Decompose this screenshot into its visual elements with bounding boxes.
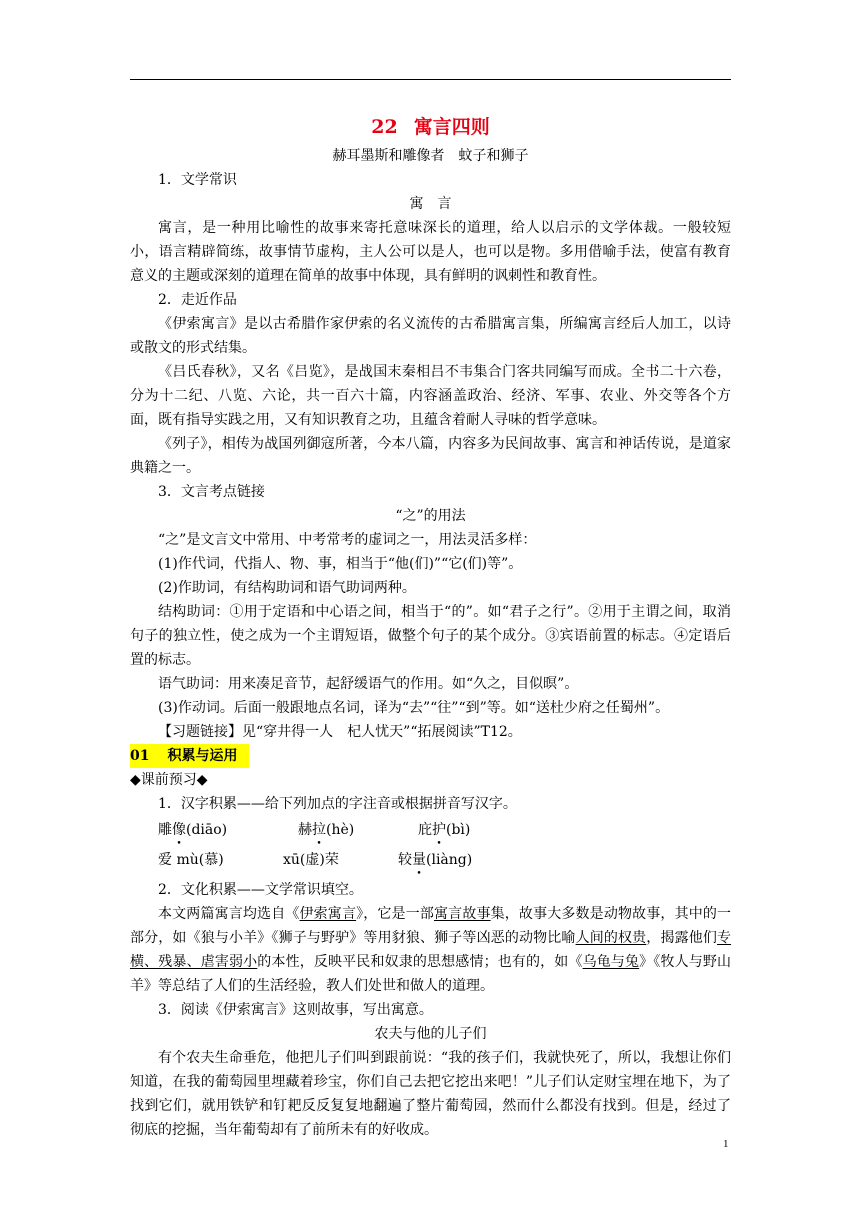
zhi-verb: (3)作动词。后面一般跟地点名词，译为“去”“往”“到”等。如“送杜少府之任蜀州”。 (158, 700, 670, 716)
subheading-zhi: “之”的用法 (395, 508, 466, 524)
heading-literary-knowledge: 1．文学常识 (158, 172, 237, 188)
heading-works: 2．走近作品 (158, 292, 237, 308)
page-number: 1 (723, 1138, 729, 1150)
question-2-answer: 本文两篇寓言均选自《伊索寓言》，它是一部寓言故事集，故事大多数是动物故事，其中的一部分，如《狼与小羊》《狮子与野驴》等用豺狼、狮子等凶恶的动物比喻人间的权贵，揭露他们专横、残暴、虐害弱小的本性，反映平民和奴隶的思想感情；也有的，如《乌龟与兔》《牧人与野山羊》等总结了人们的生活经验，教人们处世和做人的道理。 (130, 906, 732, 994)
story-text: 有个农夫生命垂危，他把儿子们叫到跟前说：“我的孩子们，我就快死了，所以，我想让你们知道，在我的葡萄园里埋藏着珍宝，你们自己去把它挖出来吧！”儿子们认定财宝埋在地下，为了找到它们，就用铁铲和钉耙反反复复地翻遍了整片葡萄园，然而什么都没有找到。但是，经过了彻底的挖掘，当年葡萄却有了前所未有的好收成。 (130, 1050, 731, 1138)
pinyin-item: 爱 mù(慕) (158, 852, 224, 868)
subtitle: 赫耳墨斯和雕像者 蚊子和狮子 (332, 148, 529, 164)
zhi-particle: (2)作助词，有结构助词和语气助词两种。 (158, 580, 416, 596)
paragraph-aesop: 《伊索寓言》是以古希腊作家伊索的名义流传的古希腊寓言集，所编寓言经后人加工，以诗或散文的形式结集。 (130, 316, 731, 356)
header-rule (130, 79, 731, 80)
question-1: 1．汉字积累——给下列加点的字注音或根据拼音写汉字。 (158, 796, 517, 812)
pinyin-item: 赫拉(hè) (298, 822, 355, 838)
heading-classical: 3．文言考点链接 (158, 484, 265, 500)
section-01: 01 积累与运用 (130, 744, 731, 768)
question-2: 2．文化积累——文学常识填空。 (158, 882, 363, 898)
preview-label: ◆课前预习◆ (130, 772, 208, 788)
exercise-link: 【习题链接】见“穿井得一人 杞人忧天”“拓展阅读”T12。 (158, 724, 522, 740)
story-title: 农夫与他的儿子们 (374, 1026, 487, 1042)
pinyin-item: 较量(liàng) (398, 852, 473, 868)
document-body (130, 112, 731, 1142)
pinyin-item: xū(虚)荣 (283, 852, 339, 868)
pinyin-row-2 (130, 848, 731, 872)
paragraph-liezi: 《列子》，相传为战国列御寇所著，今本八篇，内容多为民间故事、寓言和神话传说，是道家典籍之一。 (130, 436, 731, 476)
paragraph-fable: 寓言，是一种用比喻性的故事来寄托意味深长的道理，给人以启示的文学体裁。一般较短小，语言精辟简练，故事情节虚构，主人公可以是人，也可以是物。多用借喻手法，使富有教育意义的主题或深刻的道理在简单的故事中体现，具有鲜明的讽刺性和教育性。 (130, 220, 731, 284)
subheading-fable: 寓 言 (409, 196, 452, 212)
pinyin-item: 庇护(bì) (418, 822, 471, 838)
pinyin-item: 雕像(diāo) (158, 822, 228, 838)
paragraph-lvshi: 《吕氏春秋》，又名《吕览》，是战国末秦相吕不韦集合门客共同编写而成。全书二十六卷，分为十二纪、八览、六论，共一百六十篇，内容涵盖政治、经济、军事、农业、外交等各个方面，既有指导实践之用，又有知识教育之功，且蕴含着耐人寻味的哲学意味。 (130, 364, 731, 428)
page-title: 22 寓言四则 (371, 116, 490, 138)
question-3: 3．阅读《伊索寓言》这则故事，写出寓意。 (158, 1002, 433, 1018)
zhi-intro: “之”是文言文中常用、中考常考的虚词之一，用法灵活多样： (158, 532, 537, 548)
zhi-pronoun: (1)作代词，代指人、物、事，相当于“他(们)”“它(们)等”。 (158, 556, 523, 572)
pinyin-row-1 (130, 818, 731, 842)
zhi-structural: 结构助词：①用于定语和中心语之间，相当于“的”。如“君子之行”。②用于主谓之间，取消句子的独立性，使之成为一个主谓短语，做整个句子的某个成分。③宾语前置的标志。④定语后置的标志。 (130, 604, 731, 668)
zhi-modal: 语气助词：用来凑足音节，起舒缓语气的作用。如“久之，目似暝”。 (158, 676, 579, 692)
